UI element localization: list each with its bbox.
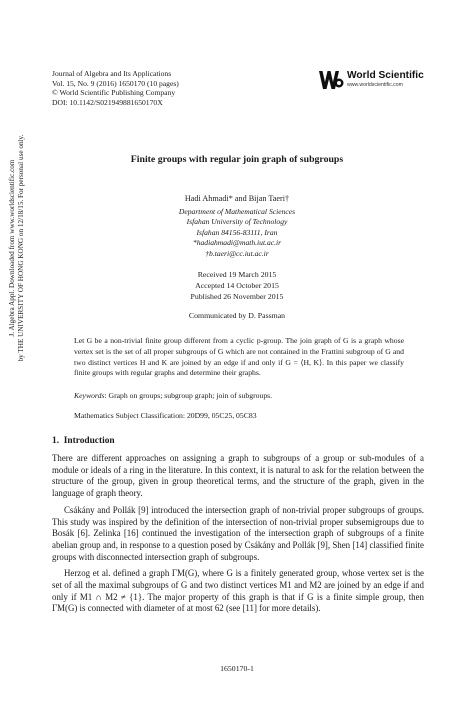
section-number: 1. [52,436,60,446]
communicated-by: Communicated by D. Passman [188,311,286,320]
abstract-text: Let G be a non-trivial finite group different from a cyclic p-group. The join graph of G is a graph whose vertex set is the set of all proper subgroups of G which are not contained in the Frattini subgroup of G and two distinct vertices H and K are joined by an edge if and only if G = ⟨H, K⟩. In this paper we classify finite groups with regular graphs and determine their graphs. [74,336,404,378]
download-notice-line-2: by THE UNIVERSITY OF HONG KONG on 12/18/15. For personal use only. [17,134,25,362]
keywords-label: Keywords [74,391,105,400]
affiliation-university: Isfahan University of Technology [186,217,288,227]
page-number: 1650170-1 [220,664,254,673]
author-email-1: *hadiahmadi@math.iut.ac.ir [192,238,282,248]
journal-name: Journal of Algebra and Its Applications [52,69,172,78]
publisher-name: World Scientific [347,70,424,81]
journal-copyright: © World Scientific Publishing Company [52,88,176,98]
journal-doi: DOI: 10.1142/S021949881650170X [52,97,163,107]
subject-classification: Mathematics Subject Classification: 20D99, 05C25, 05C83 [74,411,257,420]
paragraph: There are different approaches on assigning a graph to subgroups of a group or sub-modules of a module or ideals of a ring in the literature. In this context, it is natural to ask for the relation between the structure of the group, given in group theoretical terms, and the structure of the graph, given in the language of graph theory. [52,453,424,499]
introduction-body [52,453,424,620]
publication-dates [0,269,474,302]
journal-volume: Vol. 15, No. 9 (2016) 1650170 (10 pages) [52,78,179,88]
paragraph: Herzog et al. defined a graph ΓM(G), where G is a finitely generated group, whose vertex set is the set of all the maximal subgroups of G and two distinct vertices M1 and M2 are joined by an edge if and only if M1 ∩ M2 ≠ {1}. The major property of this graph is that if G is a finite simple group, then ΓM(G) is connected with diameter of at most 62 (see [11] for more details). [52,568,424,614]
date-received: Received 19 March 2015 [197,270,277,279]
world-scientific-logo-icon [318,68,344,92]
affiliation-city: Isfahan 84156-83111, Iran [196,227,278,237]
date-accepted: Accepted 14 October 2015 [195,281,279,290]
abstract [74,336,404,379]
publisher-logo [318,68,436,92]
keywords [74,391,404,402]
journal-info [52,69,179,107]
authors: Hadi Ahmadi* and Bijan Taeri† [184,194,290,203]
affiliation [0,207,474,259]
date-published: Published 26 November 2015 [190,292,284,301]
publisher-url: www.worldscientific.com [347,82,403,88]
paragraph: Csákány and Pollák [9] introduced the intersection graph of non-trivial proper subgroups of groups. This study was inspired by the definition of the intersection of non-trivial proper subsemigroups due to Bosák [6]. Zelinka [16] continued the investigation of the intersection graph of subgroups of a finite abelian group and, in response to a question posed by Csákány and Pollák [9], Shen [14] classified finite groups with disconnected intersection graph of subgroups. [52,504,424,562]
section-heading [52,436,115,446]
section-title: Introduction [63,436,115,446]
download-notice-line-1: J. Algebra Appl. Downloaded from www.worldscientific.com [8,159,16,337]
keywords-text: : Graph on groups; subgroup graph; join of subgroups. [104,391,273,400]
paper-title: Finite groups with regular join graph of subgroups [130,154,344,165]
author-email-2: †b.taeri@cc.iut.ac.ir [205,248,269,258]
affiliation-department: Department of Mathematical Sciences [178,207,296,216]
